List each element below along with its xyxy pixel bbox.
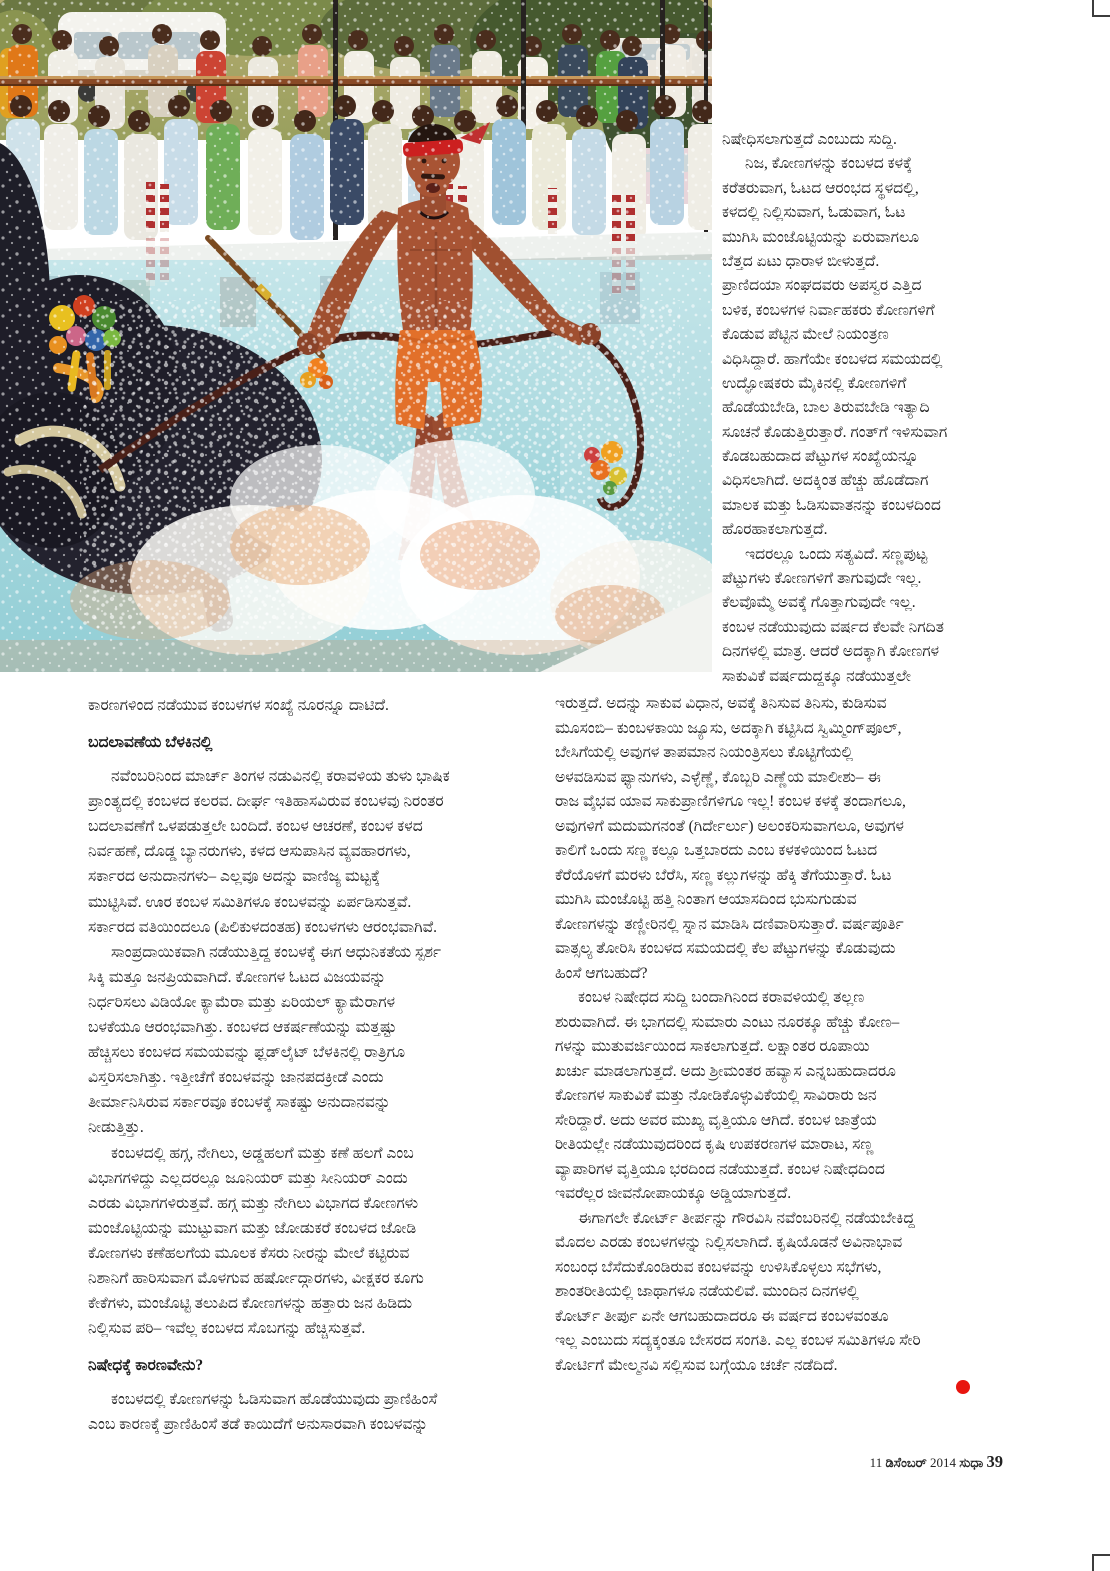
text-line: ವಿಭಾಗಗಳಿದ್ದು ಎಲ್ಲದರಲ್ಲೂ ಜೂನಿಯರ್ ಮತ್ತು ಸೀನಿಯರ್ ಎಂದು <box>88 1169 408 1187</box>
column-right-wide <box>555 692 1050 1378</box>
text-line: ಮುಗಿಸಿ ಮಂಜೊಟ್ಟಿಯನ್ನು ಏರುವಾಗಲೂ <box>722 228 920 246</box>
text-line: ವಿಧಿಸಲಾಗಿದೆ. ಅದಕ್ಕಿಂತ ಹೆಚ್ಚು ಹೊಡೆದಾಗ <box>722 472 929 490</box>
text-line: ಮೂಸಂಬಿ– ಕುಂಬಳಕಾಯಿ ಜ್ಯೂಸು, ಅದಕ್ಕಾಗಿ ಕಟ್ಟಿಸಿದ ಸ್ವಿಮ್ಮಿಂಗ್‌ಪೂಲ್, <box>555 719 902 737</box>
text-line: ಕೋರ್ಟ್ ತೀರ್ಪು ಏನೇ ಆಗಬಹುದಾದರೂ ಈ ವರ್ಷದ ಕಂಬಳವಂತೂ <box>555 1307 889 1325</box>
text-line: ನಿಲ್ಲಿಸುವ ಪರಿ– ಇವೆಲ್ಲ ಕಂಬಳದ ಸೊಬಗನ್ನು ಹೆಚ್ಚಿಸುತ್ತವೆ. <box>88 1320 366 1338</box>
text-line: ಉದ್ಘೋಷಕರು ಮೈಕಿನಲ್ಲಿ ಕೋಣಗಳಿಗೆ <box>722 374 907 392</box>
text-line: ಇವರೆಲ್ಲರ ಜೀವನೋಪಾಯಕ್ಕೂ ಅಡ್ಡಿಯಾಗುತ್ತದೆ. <box>555 1185 792 1202</box>
text-line: ಕಂಬಳ ನಡೆಯುವುದು ವರ್ಷದ ಕೆಲವೇ ನಿಗದಿತ <box>722 618 944 636</box>
text-line: ಸಾಕುವಿಕೆ ವರ್ಷದುದ್ದಕ್ಕೂ ನಡೆಯುತ್ತಲೇ <box>722 667 911 685</box>
text-line: ಕೆರೆಯೊಳಗೆ ಮರಳು ಬೆರೆಸಿ, ಸಣ್ಣ ಕಲ್ಲುಗಳನ್ನು ಹೆಕ್ಕಿ ತೆಗೆಯುತ್ತಾರೆ. ಓಟ <box>555 866 892 884</box>
footer-magazine-name: ಸುಧಾ <box>959 1455 984 1470</box>
text-line: ನವೆಂಬರಿನಿಂದ ಮಾರ್ಚ್ ತಿಂಗಳ ನಡುವಿನಲ್ಲಿ ಕರಾವಳಿಯ ತುಳು ಭಾಷಿಕ <box>111 768 450 786</box>
text-line: ಕೋಣಗಳನ್ನು ತಣ್ಣೀರಿನಲ್ಲಿ ಸ್ನಾನ ಮಾಡಿಸಿ ದಣಿವಾರಿಸುತ್ತಾರೆ. ವರ್ಷಪೂರ್ತಿ <box>555 915 904 933</box>
text-line: ಕೆಲವೊಮ್ಮೆ ಅವಕ್ಕೆ ಗೊತ್ತಾಗುವುದೇ ಇಲ್ಲ. <box>722 594 916 612</box>
text-line: ವ್ಯಾಪಾರಿಗಳ ವೃತ್ತಿಯೂ ಭರದಿಂದ ನಡೆಯುತ್ತದೆ. ಕಂಬಳ ನಿಷೇಧದಿಂದ <box>555 1160 885 1178</box>
text-line: ರಾಜ ವೈಭವ ಯಾವ ಸಾಕುಪ್ರಾಣಿಗಳಿಗೂ ಇಲ್ಲ! ಕಂಬಳ ಕಳಕ್ಕೆ ತಂದಾಗಲೂ, <box>555 793 906 810</box>
text-line: ಕೊಡಬಹುದಾದ ಪೆಟ್ಟುಗಳ ಸಂಖ್ಯೆಯನ್ನೂ <box>722 448 919 466</box>
text-line: ಹೆಚ್ಚಿಸಲು ಕಂಬಳದ ಸಮಯವನ್ನು ಫ್ಲಡ್‌ಲೈಟ್ ಬೆಳಕಿನಲ್ಲಿ ರಾತ್ರಿಗೂ <box>88 1044 405 1062</box>
text-line: ನಿರ್ಧರಿಸಲು ವಿಡಿಯೋ ಕ್ಯಾಮೆರಾ ಮತ್ತು ಏರಿಯಲ್ ಕ್ಯಾಮೆರಾಗಳ <box>88 993 396 1011</box>
text-line: ವಾತ್ಸಲ್ಯ ತೋರಿಸಿ ಕಂಬಳದ ಸಮಯದಲ್ಲಿ ಕೆಲ ಪೆಟ್ಟುಗಳನ್ನು ಕೊಡುವುದು <box>555 940 896 957</box>
text-line: ಮಂಜೊಟ್ಟಿಯನ್ನು ಮುಟ್ಟುವಾಗ ಮತ್ತು ಜೋಡುಕರೆ ಕಂಬಳದ ಜೋಡಿ <box>88 1219 417 1237</box>
text-line: ಬೇಸಿಗೆಯಲ್ಲಿ ಅವುಗಳ ತಾಪಮಾನ ನಿಯಂತ್ರಿಸಲು ಕೊಟ್ಟಿಗೆಯಲ್ಲಿ <box>555 744 854 761</box>
text-line: ತೀರ್ಮಾನಿಸಿರುವ ಸರ್ಕಾರವೂ ಕಂಬಳಕ್ಕೆ ಸಾಕಷ್ಟು ಅನುದಾನವನ್ನು <box>88 1094 391 1112</box>
kambala-race-photo-svg <box>0 0 712 672</box>
text-line: ಎಂಬ ಕಾರಣಕ್ಕೆ ಪ್ರಾಣಿಹಿಂಸೆ ತಡೆ ಕಾಯಿದೆಗೆ ಅನುಸಾರವಾಗಿ ಕಂಬಳವನ್ನು <box>88 1416 429 1434</box>
text-line: ಕೋಣಗಳ ಸಾಕುವಿಕೆ ಮತ್ತು ನೋಡಿಕೊಳ್ಳುವಿಕೆಯಲ್ಲಿ ಸಾವಿರಾರು ಜನ <box>555 1087 877 1104</box>
text-line: ಕಂಬಳದಲ್ಲಿ ಕೋಣಗಳನ್ನು ಓಡಿಸುವಾಗ ಹೊಡೆಯುವುದು ಪ್ರಾಣಿಹಿಂಸೆ <box>111 1391 438 1409</box>
footer-day: 11 <box>869 1455 883 1470</box>
column-right-narrow <box>722 128 1060 689</box>
text-line: ಕಾಲಿಗೆ ಒಂದು ಸಣ್ಣ ಕಲ್ಲೂ ಒತ್ತಬಾರದು ಎಂಬ ಕಳಕಳಿಯಿಂದ ಓಟದ <box>555 842 878 859</box>
footer-month: ಡಿಸೆಂಬರ್ <box>885 1455 927 1470</box>
page-corner-mark-top-right <box>1092 0 1110 17</box>
text-line: ಅಳವಡಿಸುವ ಫ್ಯಾನುಗಳು, ಎಳ್ಳೆಣ್ಣೆ, ಕೊಬ್ಬರಿ ಎಣ್ಣೆಯ ಮಾಲೀಶು– ಈ <box>555 768 881 786</box>
text-line: ಇಲ್ಲ ಎಂಬುದು ಸದ್ಯಕ್ಕಂತೂ ಬೇಸರದ ಸಂಗತಿ. ಎಲ್ಲ ಕಂಬಳ ಸಮಿತಿಗಳೂ ಸೇರಿ <box>555 1332 921 1349</box>
column-left <box>88 693 531 1437</box>
text-line: ಕರೆತರುವಾಗ, ಓಟದ ಆರಂಭದ ಸ್ಥಳದಲ್ಲಿ, <box>722 179 919 197</box>
text-line: ನೀಡುತ್ತಿತ್ತು. <box>88 1119 144 1137</box>
text-line: ಹೊಡೆಯಬೇಡಿ, ಬಾಲ ತಿರುವಬೇಡಿ ಇತ್ಯಾದಿ <box>722 399 930 417</box>
text-line: ಶುರುವಾಗಿದೆ. ಈ ಭಾಗದಲ್ಲಿ ಸುಮಾರು ಎಂಟು ನೂರಕ್ಕೂ ಹೆಚ್ಚು ಕೋಣ– <box>555 1013 900 1031</box>
page-corner-mark-bottom-right <box>1092 1554 1110 1571</box>
text-line: ಅವುಗಳಿಗೆ ಮದುಮಗನಂತೆ (ಗಿರ್ದೇರ್ಲು) ಅಲಂಕರಿಸುವಾಗಲೂ, ಅವುಗಳ <box>555 817 904 835</box>
text-line: ಪೆಟ್ಟುಗಳು ಕೋಣಗಳಿಗೆ ತಾಗುವುದೇ ಇಲ್ಲ. <box>722 570 922 588</box>
page-footer <box>0 1452 1003 1472</box>
kambala-race-photo <box>0 0 712 672</box>
text-line: ಶಾಂತರೀತಿಯಲ್ಲಿ ಜಾಥಾಗಳೂ ನಡೆಯಲಿವೆ. ಮುಂದಿನ ದಿನಗಳಲ್ಲಿ <box>555 1283 859 1300</box>
text-line: ಬಳಿಕ, ಕಂಬಳಗಳ ನಿರ್ವಾಹಕರು ಕೋಣಗಳಿಗೆ <box>722 301 935 319</box>
text-line: ಸರ್ಕಾರದ ವತಿಯಿಂದಲೂ (ಪಿಲಿಕುಳದಂತಹ) ಕಂಬಳಗಳು ಆರಂಭವಾಗಿವೆ. <box>88 918 438 936</box>
text-line: ಎರಡು ವಿಭಾಗಗಳಿರುತ್ತವೆ. ಹಗ್ಗ ಮತ್ತು ನೇಗಿಲು ವಿಭಾಗದ ಕೋಣಗಳು <box>88 1194 419 1212</box>
text-line: ಈಗಾಗಲೇ ಕೋರ್ಟ್ ತೀರ್ಪನ್ನು ಗೌರವಿಸಿ ನವೆಂಬರಿನಲ್ಲಿ ನಡೆಯಬೇಕಿದ್ದ <box>578 1209 915 1227</box>
text-line: ನಿಶಾನಿಗೆ ಹಾರಿಸುವಾಗ ಮೊಳಗುವ ಹರ್ಷೋದ್ಗಾರಗಳು, ವೀಕ್ಷಕರ ಕೂಗು <box>88 1269 424 1287</box>
text-line: ಮಾಲಕ ಮತ್ತು ಓಡಿಸುವಾತನನ್ನು ಕಂಬಳದಿಂದ <box>722 496 941 514</box>
text-line: ಕೋಣಗಳು ಕಣೆಹಲಗೆಯ ಮೂಲಕ ಕೆಸರು ನೀರನ್ನು ಮೇಲೆ ಕಟ್ಟಿರುವ <box>88 1244 410 1262</box>
text-line: ದಿನಗಳಲ್ಲಿ ಮಾತ್ರ. ಆದರೆ ಅದಕ್ಕಾಗಿ ಕೋಣಗಳ <box>722 643 940 661</box>
text-line: ಸೇರಿದ್ದಾರೆ. ಅದು ಅವರ ಮುಖ್ಯ ವೃತ್ತಿಯೂ ಆಗಿದೆ. ಕಂಬಳ ಜಾತ್ರೆಯ <box>555 1111 877 1129</box>
text-line: ಕೇಕೆಗಳು, ಮಂಜೊಟ್ಟಿ ತಲುಪಿದ ಕೋಣಗಳನ್ನು ಹತ್ತಾರು ಜನ ಹಿಡಿದು <box>88 1295 413 1313</box>
text-line: ಕಂಬಳದಲ್ಲಿ ಹಗ್ಗ, ನೇಗಿಲು, ಅಡ್ಡಹಲಗೆ ಮತ್ತು ಕಣೆ ಹಲಗೆ ಎಂಬ <box>111 1144 414 1162</box>
text-line: ಖರ್ಚು ಮಾಡಲಾಗುತ್ತದೆ. ಅದು ಶ್ರೀಮಂತರ ಹವ್ಯಾಸ ಎನ್ನಬಹುದಾದರೂ <box>555 1062 896 1080</box>
spray-overlay-dense <box>80 300 680 630</box>
text-line: ಪ್ರಾಂತ್ಯದಲ್ಲಿ ಕಂಬಳದ ಕಲರವ. ದೀರ್ಘ ಇತಿಹಾಸವಿರುವ ಕಂಬಳವು ನಿರಂತರ <box>88 793 444 811</box>
text-line: ರೀತಿಯಲ್ಲೇ ನಡೆಯುವುದರಿಂದ ಕೃಷಿ ಉಪಕರಣಗಳ ಮಾರಾಟ, ಸಣ್ಣ <box>555 1136 874 1153</box>
footer-page-number: 39 <box>986 1452 1003 1471</box>
text-line: ಬದಲಾವಣೆಗೆ ಒಳಪಡುತ್ತಲೇ ಬಂದಿದೆ. ಕಂಬಳ ಆಚರಣೆ, ಕಂಬಳ ಕಳದ <box>88 818 423 836</box>
text-line: ಗಳನ್ನು ಮುತುವರ್ಜಿಯಿಂದ ಸಾಕಲಾಗುತ್ತದೆ. ಲಕ್ಷಾಂತರ ರೂಪಾಯಿ <box>555 1038 870 1055</box>
text-line: ಪ್ರಾಣಿದಯಾ ಸಂಘದವರು ಅಪಸ್ವರ ಎತ್ತಿದ <box>722 277 922 295</box>
text-line: ಇರುತ್ತದೆ. ಅದನ್ನು ಸಾಕುವ ವಿಧಾನ, ಅವಕ್ಕೆ ತಿನಿಸುವ ತಿನಿಸು, ಕುಡಿಸುವ <box>555 695 887 712</box>
text-line: ನಿಜ, ಕೋಣಗಳನ್ನು ಕಂಬಳದ ಕಳಕ್ಕೆ <box>745 155 913 173</box>
text-line: ಹೊರಹಾಕಲಾಗುತ್ತದೆ. <box>722 521 828 539</box>
text-line: ಸಂಬಂಧ ಬೆಸೆದುಕೊಂಡಿರುವ ಕಂಬಳವನ್ನು ಉಳಿಸಿಕೊಳ್ಳಲು ಸಭೆಗಳು, <box>555 1258 882 1276</box>
text-line: ಮೊದಲ ಎರಡು ಕಂಬಳಗಳನ್ನು ನಿಲ್ಲಿಸಲಾಗಿದೆ. ಕೃಷಿಯೊಡನೆ ಅವಿನಾಭಾವ <box>555 1234 903 1251</box>
text-line: ಕಾರಣಗಳಿಂದ ನಡೆಯುವ ಕಂಬಳಗಳ ಸಂಖ್ಯೆ ನೂರನ್ನೂ ದಾಟಿದೆ. <box>88 697 389 714</box>
text-line: ಮುಗಿಸಿ ಮಂಜೊಟ್ಟಿ ಹತ್ತಿ ನಿಂತಾಗ ಆಯಾಸದಿಂದ ಭುಸುಗುಡುವ <box>555 891 857 908</box>
text-line: ವಿಧಿಸಿದ್ದಾರೆ. ಹಾಗೆಯೇ ಕಂಬಳದ ಸಮಯದಲ್ಲಿ <box>722 350 943 368</box>
text-line: ಸಿಕ್ಕಿ ಮತ್ತೂ ಜನಪ್ರಿಯವಾಗಿದೆ. ಕೋಣಗಳ ಓಟದ ವಿಜಯವನ್ನು <box>88 968 387 986</box>
text-line: ಬೆತ್ತದ ಏಟು ಧಾರಾಳ ಬೀಳುತ್ತದೆ. <box>722 252 880 270</box>
text-line: ಇದರಲ್ಲೂ ಒಂದು ಸತ್ಯವಿದೆ. ಸಣ್ಣಪುಟ್ಟ <box>745 545 928 563</box>
text-line: ಕೊಡುವ ಪೆಟ್ಟಿನ ಮೇಲೆ ನಿಯಂತ್ರಣ <box>722 326 889 344</box>
text-line: ಬಳಕೆಯೂ ಆರಂಭವಾಗಿತ್ತು. ಕಂಬಳದ ಆಕರ್ಷಣೆಯನ್ನು ಮತ್ತಷ್ಟು <box>88 1019 397 1037</box>
article-end-marker <box>956 1380 970 1394</box>
text-line: ಕಳದಲ್ಲಿ ನಿಲ್ಲಿಸುವಾಗ, ಓಡುವಾಗ, ಓಟ <box>722 204 906 222</box>
text-line: ಸೂಚನೆ ಕೊಡುತ್ತಿರುತ್ತಾರೆ. ಗಂತ್‌ಗೆ ಇಳಿಸುವಾಗ <box>722 423 948 441</box>
text-line: ಮುಟ್ಟಿಸಿವೆ. ಊರ ಕಂಬಳ ಸಮಿತಿಗಳೂ ಕಂಬಳವನ್ನು ಏರ್ಪಡಿಸುತ್ತವೆ. <box>88 893 412 911</box>
text-line: ಹಿಂಸೆ ಆಗಬಹುದೆ? <box>555 964 648 982</box>
text-line: ನಿಷೇಧಿಸಲಾಗುತ್ತದೆ ಎಂಬುದು ಸುದ್ದಿ. <box>722 131 897 148</box>
text-line: ಕೋರ್ಟಿಗೆ ಮೇಲ್ಮನವಿ ಸಲ್ಲಿಸುವ ಬಗ್ಗೆಯೂ ಚರ್ಚೆ ನಡೆದಿದೆ. <box>555 1356 838 1374</box>
text-line: ನಿಷೇಧಕ್ಕೆ ಕಾರಣವೇನು? <box>88 1357 204 1375</box>
footer-year: 2014 <box>929 1455 956 1470</box>
text-line: ಕಂಬಳ ನಿಷೇಧದ ಸುದ್ದಿ ಬಂದಾಗಿನಿಂದ ಕರಾವಳಿಯಲ್ಲಿ ತಲ್ಲಣ <box>578 989 865 1006</box>
text-line: ವಿಸ್ತರಿಸಲಾಗಿತ್ತು. ಇತ್ತೀಚೆಗೆ ಕಂಬಳವನ್ನು ಜಾನಪದಕ್ರೀಡೆ ಎಂದು <box>88 1069 384 1087</box>
text-line: ಬದಲಾವಣೆಯ ಬೆಳಕಿನಲ್ಲಿ <box>88 734 213 752</box>
text-line: ಸಾಂಪ್ರದಾಯಿಕವಾಗಿ ನಡೆಯುತ್ತಿದ್ದ ಕಂಬಳಕ್ಕೆ ಈಗ ಆಧುನಿಕತೆಯ ಸ್ಪರ್ಶ <box>111 943 441 961</box>
text-line: ಸರ್ಕಾರದ ಅನುದಾನಗಳು– ಎಲ್ಲವೂ ಅದನ್ನು ವಾಣಿಜ್ಯ ಮಟ್ಟಕ್ಕೆ <box>88 868 381 886</box>
text-line: ನಿರ್ವಹಣೆ, ದೊಡ್ಡ ಬ್ಯಾನರುಗಳು, ಕಳದ ಆಸುಪಾಸಿನ ವ್ಯವಹಾರಗಳು, <box>88 843 411 861</box>
